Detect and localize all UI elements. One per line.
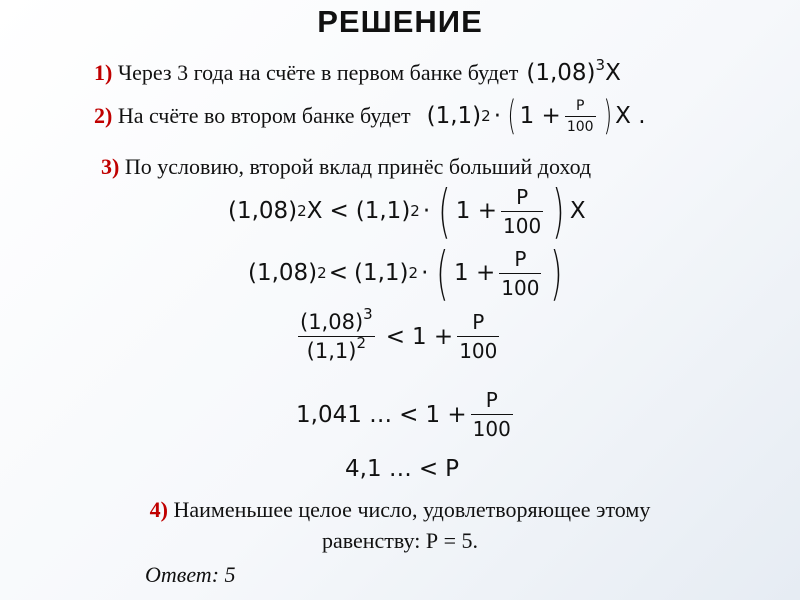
step-3-number: 3) <box>101 154 120 179</box>
ineq-1-left-base: (1,08) <box>228 198 298 224</box>
ineq-3-den-base: (1,1) <box>306 339 357 363</box>
step-2-text: На счёте во втором банке будет <box>117 103 411 128</box>
step-1-base: (1,08) <box>526 60 596 86</box>
fraction-numerator: P <box>575 97 585 114</box>
ineq-4-op: < <box>399 401 419 428</box>
fraction-bar <box>471 414 513 415</box>
slide-title: РЕШЕНИЕ <box>317 4 483 39</box>
step-1-exponent: 3 <box>595 56 606 74</box>
step-2-formula: (1,1) 2 · ( 1 + $\frac{P}{100}$ ) X . <box>426 93 646 139</box>
step-3 <box>101 154 591 180</box>
ineq-1-op: < <box>329 198 349 224</box>
ineq-5-left: 4,1 … <box>345 456 412 482</box>
fraction-numerator: P <box>516 184 529 209</box>
ineq-2-one-plus: 1 + <box>454 260 496 286</box>
fraction-denominator: 100 <box>459 339 498 363</box>
ineq-5-op: < <box>418 456 439 482</box>
fraction-denominator: 100 <box>501 275 540 300</box>
ineq-4-one-plus: 1 + <box>425 401 467 428</box>
right-paren: ) <box>550 239 563 307</box>
step-4-text: Наименьшее целое число, удовлетворяющее этому <box>173 497 651 522</box>
fraction-numerator <box>298 305 375 334</box>
step-2 <box>94 93 646 139</box>
step-2-fraction <box>565 98 596 135</box>
ineq-1-fraction <box>501 185 543 238</box>
fraction-numerator: P <box>485 388 498 412</box>
ineq-2-fraction <box>499 247 541 300</box>
ineq-2-left-base: (1,08) <box>248 260 318 286</box>
step-2-number: 2) <box>94 103 113 128</box>
step-2-one-plus: 1 + <box>519 103 561 129</box>
ineq-1-right-base: (1,1) <box>355 198 411 224</box>
step-4-number: 4) <box>149 497 168 522</box>
step-4-line-1 <box>0 494 800 525</box>
ineq-2-dot: · <box>421 260 429 286</box>
step-1-var: X <box>605 60 621 86</box>
ineq-1-dot: · <box>422 198 431 224</box>
step-2-tail: X . <box>615 103 646 129</box>
inequality-2: (1,08) 2 < (1,1) 2 · ( 1 + $\frac{P}{100}$ ) <box>248 239 563 307</box>
step-1-text: Через 3 года на счёте в первом банке будет <box>117 60 519 85</box>
fraction-numerator: P <box>514 246 527 271</box>
fraction-bar <box>499 273 541 274</box>
right-paren: ) <box>552 177 565 245</box>
fraction-numerator: P <box>472 310 485 334</box>
ineq-3-left-fraction <box>298 305 375 363</box>
ineq-3-num-base: (1,08) <box>300 310 364 334</box>
step-1-number: 1) <box>94 60 113 85</box>
ineq-1-right-var: X <box>569 198 586 224</box>
left-paren: ( <box>507 93 517 139</box>
ineq-3-one-plus: 1 + <box>411 323 454 350</box>
step-1-formula <box>526 56 621 86</box>
fraction-denominator: 100 <box>472 417 511 441</box>
answer: Ответ: 5 <box>145 562 236 587</box>
fraction-denominator <box>305 334 368 363</box>
fraction-denominator: 100 <box>503 213 542 238</box>
ineq-3-den-exp: 2 <box>356 334 367 352</box>
left-paren: ( <box>438 177 451 245</box>
ineq-4-left: 1,041 … <box>296 401 393 428</box>
inequality-1: (1,08) 2 X < (1,1) 2 · ( 1 + $\frac{P}{100}$ ) X <box>228 177 586 245</box>
step-4-line-2: равенству: Р = 5. <box>321 528 479 553</box>
ineq-2-op: < <box>328 260 348 286</box>
step-1 <box>94 56 621 86</box>
fraction-denominator: 100 <box>566 118 594 135</box>
ineq-5-right: P <box>445 456 460 482</box>
right-paren: ) <box>603 93 612 139</box>
ineq-3-op: < <box>385 323 405 350</box>
ineq-3-fraction <box>457 310 499 363</box>
inequality-3 <box>294 305 503 363</box>
ineq-2-right-base: (1,1) <box>354 260 409 286</box>
fraction-bar <box>501 211 543 212</box>
step-3-text: По условию, второй вклад принёс больший доход <box>124 154 592 179</box>
inequality-4 <box>296 388 517 441</box>
fraction-bar <box>457 336 499 337</box>
inequality-5 <box>345 456 459 482</box>
step-2-base: (1,1) <box>426 103 482 129</box>
step-2-dot: · <box>493 103 501 129</box>
fraction-bar <box>565 116 596 117</box>
step-4 <box>0 494 800 556</box>
ineq-4-fraction <box>471 388 513 441</box>
ineq-3-num-exp: 3 <box>363 305 373 323</box>
left-paren: ( <box>436 239 449 307</box>
ineq-1-left-var: X <box>306 198 323 224</box>
ineq-1-one-plus: 1 + <box>455 198 498 224</box>
